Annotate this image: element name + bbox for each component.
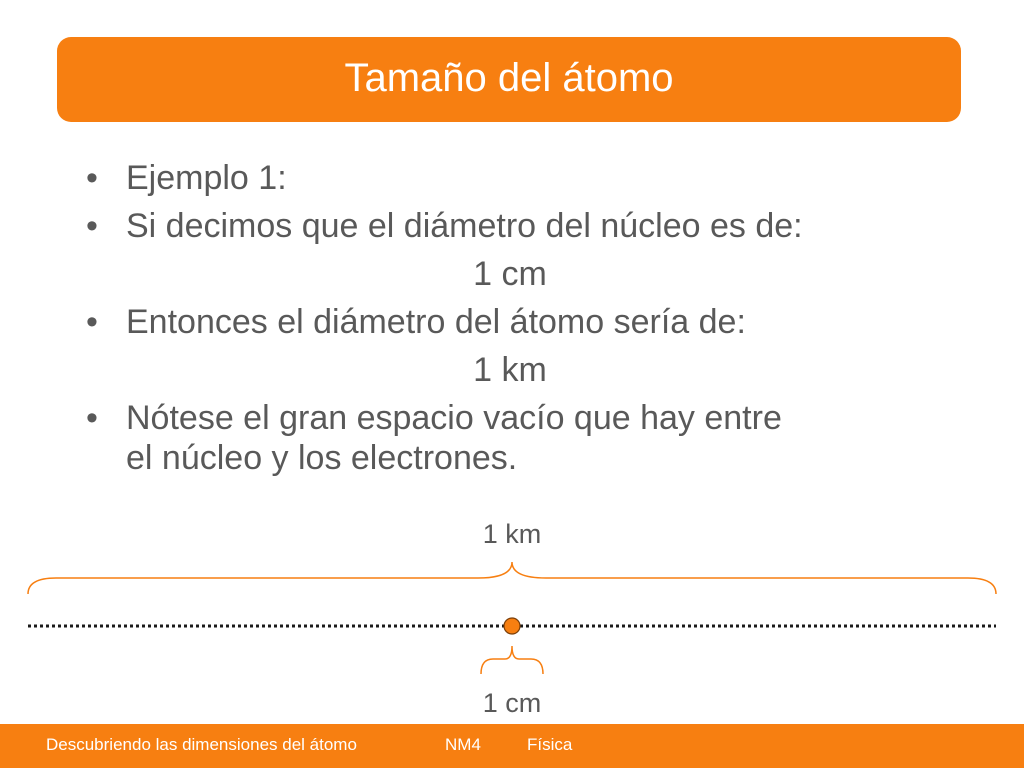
bullet-dot: •: [86, 207, 98, 245]
bullet-text: Si decimos que el diámetro del núcleo es de:: [126, 207, 803, 245]
atom-value: 1 km: [473, 351, 547, 389]
atom-diameter-brace: [28, 562, 996, 594]
bullet-text: Entonces el diámetro del átomo sería de:: [126, 303, 746, 341]
nucleus-dot: [504, 618, 520, 634]
atom-diameter-label: 1 km: [482, 519, 542, 549]
footer-bar: [0, 724, 1024, 768]
bullet-text: Ejemplo 1:: [126, 159, 287, 197]
bullet-dot: •: [86, 159, 98, 197]
footer-topic: Descubriendo las dimensiones del átomo: [46, 735, 357, 754]
bullet-dot: •: [86, 399, 98, 437]
footer-level: NM4: [445, 735, 481, 754]
nucleus-diameter-label: 1 cm: [482, 688, 542, 718]
footer-subject: Física: [527, 735, 573, 754]
bullet-text-line-1: Nótese el gran espacio vacío que hay entre: [126, 399, 782, 437]
bullet-dot: •: [86, 303, 98, 341]
slide-title: Tamaño del átomo: [344, 55, 674, 100]
bullet-text-line-2: el núcleo y los electrones.: [126, 439, 518, 477]
nucleus-value: 1 cm: [473, 255, 547, 293]
nucleus-diameter-brace: [481, 646, 543, 674]
